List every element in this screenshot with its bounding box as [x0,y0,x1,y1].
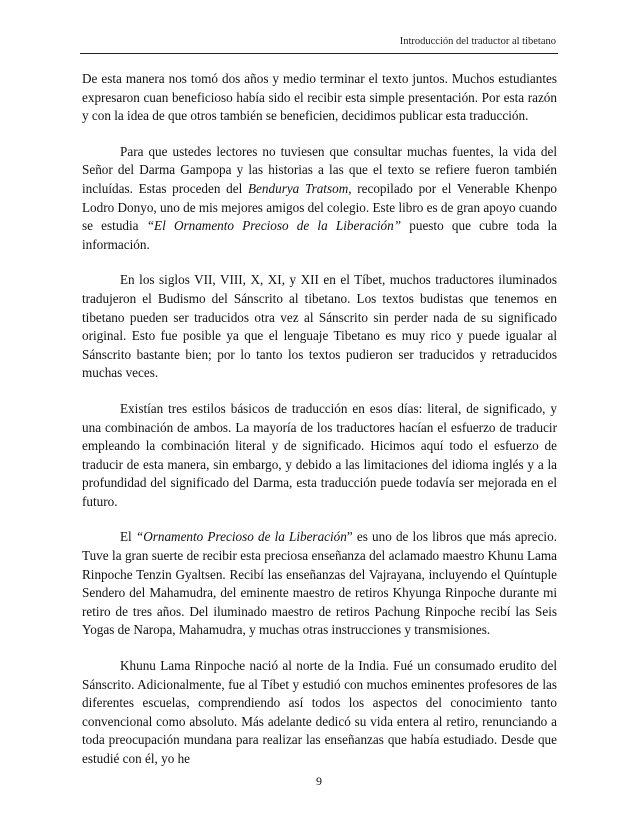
page-number: 9 [316,774,322,788]
italic-text: “El Ornamento Precioso de la Liberación” [146,218,402,234]
text-run: En los siglos VII, VIII, X, XI, y XII en el Tíbet, muchos traductores iluminados tradujeron el Budismo del Sánscrito al tibetano. Los textos budistas que tenemos en tibetano pueden ser traducidos otra vez al Sánscrito sin perder nada de su significado original. Esto fue posible ya que el lenguaje Tibetano es muy rico y puede igualar al Sánscrito bastante bien; por lo tanto los textos pudieron ser traducidos y retraducidos muchas veces. [82,272,557,381]
paragraph [82,70,557,126]
italic-text: Bendurya Tratsom [248,180,349,196]
text-run: puesto que cubre toda la información. [82,218,557,252]
text-run: ” es uno de los libros que más aprecio. Tuve la gran suerte de recibir esta preciosa enseñanza del aclamado maestro Khunu Lama Rinpoche Tenzin Gyaltsen. Recibí las enseñanzas del Vajrayana, incluyendo el Quíntuple Sendero del Mahamudra, del eminente maestro de retiros Khyunga Rinpoche durante mi retiro de tres años. Del iluminado maestro de retiros Pachung Rinpoche recibí las Seis Yogas de Naropa, Mahamudra, y muchas otras instrucciones y transmisiones. [82,529,557,638]
paragraph [82,528,557,640]
body-text [82,70,557,786]
paragraph [82,400,557,512]
text-run: De esta manera nos tomó dos años y medio terminar el texto juntos. Muchos estudiantes expresaron cuan beneficioso había sido el recibir esta simple presentación. Por esta razón y con la idea de que otros también se beneficien, decidimos publicar esta traducción. [82,71,557,124]
paragraph [82,271,557,383]
text-run: , recopilado por el Venerable Khenpo Lodro Donyo, uno de mis mejores amigos del colegio. Este libro es de gran apoyo cuando se estudia [82,180,558,234]
text-run: Khunu Lama Rinpoche nació al norte de la India. Fué un consumado erudito del Sánscrito. Adicionalmente, fue al Tíbet y estudió con muchos eminentes profesores de las diferentes escuelas, comprendiendo así todos los aspectos del conocimiento tanto convencional como absoluto. Más adelante dedicó su vida entera al retiro, renunciando a toda preocupación mundana para realizar las enseñanzas que había estudiado. Desde que estudié con él, yo he [82,658,557,766]
text-run: Para que ustedes lectores no tuviesen que consultar muchas fuentes, la vida del Señor del Darma Gampopa y las historias a las que el texto se refiere fueron también incluídas. Estas proceden del [82,143,557,196]
running-header: Introducción del traductor al tibetano [399,36,556,47]
italic-text: “Ornamento Precioso de la Liberación [135,529,347,545]
header-rule [80,53,558,54]
paragraph [82,143,557,255]
text-run: Existían tres estilos básicos de traducción en esos días: literal, de significado, y una combinación de ambos. La mayoría de los traductores hacían el esfuerzo de traducir empleando la combinación literal y de significado. Hicimos aquí todo el esfuerzo de traducir de esta manera, sin embargo, y debido a las limitaciones del idioma inglés y a la profundidad del significado del Darma, esta traducción puede todavía ser mejorada en el futuro. [82,400,557,509]
paragraph [82,657,557,769]
text-run: El [120,529,136,545]
